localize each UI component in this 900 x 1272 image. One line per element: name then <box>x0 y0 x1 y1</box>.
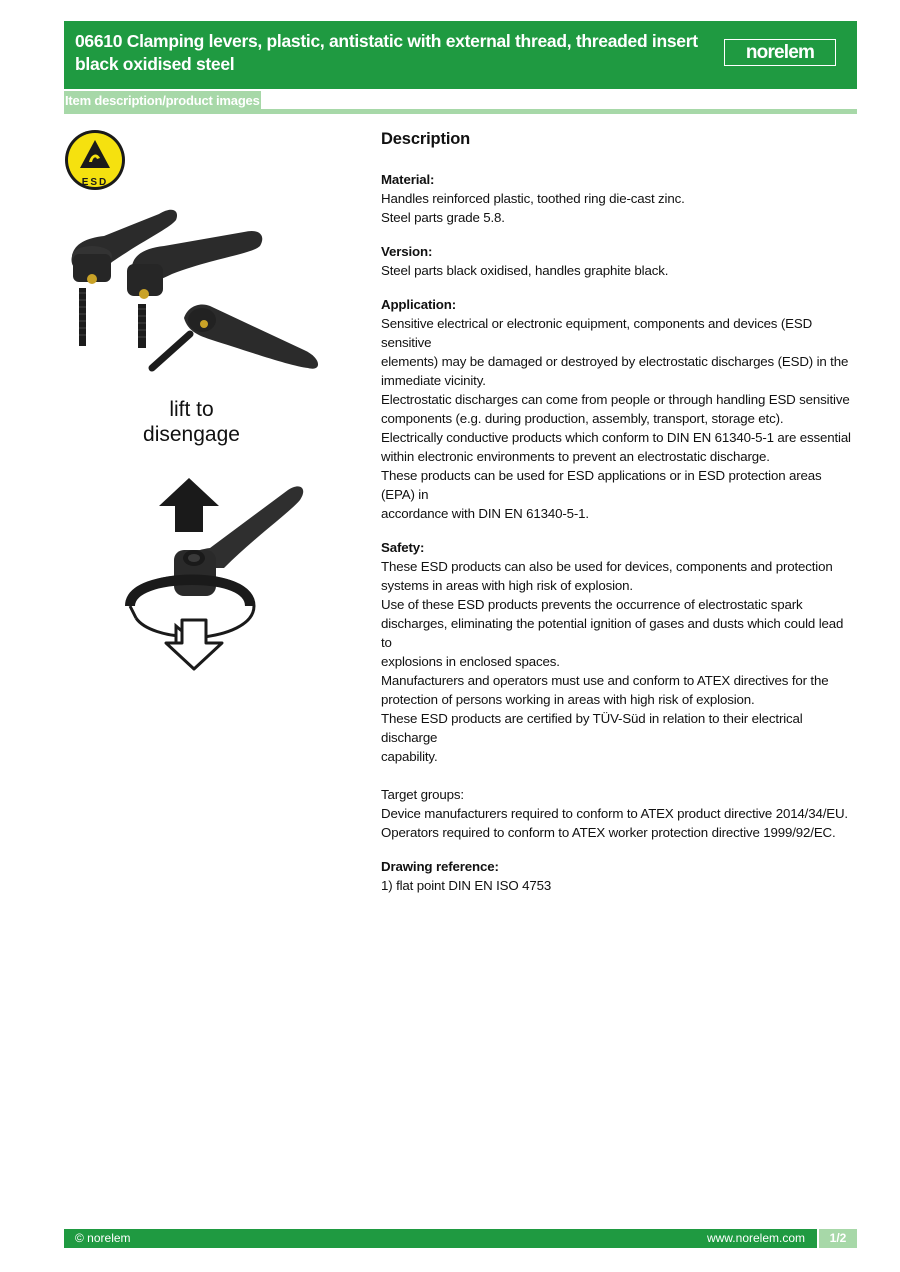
title-line-2: black oxidised steel <box>75 54 235 74</box>
application-line: accordance with DIN EN 61340-5-1. <box>381 506 589 521</box>
footer-page-number: 1/2 <box>819 1229 857 1248</box>
material-line: Steel parts grade 5.8. <box>381 210 505 225</box>
caption-line-2: disengage <box>143 423 240 446</box>
material-section <box>381 170 857 227</box>
target-groups-line: Device manufacturers required to conform to ATEX product directive 2014/34/EU. <box>381 806 848 821</box>
drawing-reference-section <box>381 857 857 895</box>
page-footer <box>64 1229 857 1248</box>
norelem-logo <box>724 39 836 66</box>
safety-line: These ESD products can also be used for devices, components and protection <box>381 559 833 574</box>
material-line: Handles reinforced plastic, toothed ring die-cast zinc. <box>381 191 685 206</box>
product-photo <box>71 210 318 369</box>
arrow-down-icon <box>166 620 222 669</box>
application-line: components (e.g. during production, assembly, transport, storage etc). <box>381 411 784 426</box>
page-header <box>64 21 857 89</box>
safety-line: Manufacturers and operators must use and conform to ATEX directives for the <box>381 673 829 688</box>
title-line-1: 06610 Clamping levers, plastic, antistatic with external thread, threaded insert <box>75 31 698 51</box>
version-line: Steel parts black oxidised, handles graphite black. <box>381 263 669 278</box>
arrow-up-icon <box>159 478 219 532</box>
esd-badge-icon <box>65 130 125 190</box>
material-title: Material: <box>381 172 435 187</box>
application-line: These products can be used for ESD applications or in ESD protection areas (EPA) in <box>381 468 822 502</box>
lift-caption <box>64 397 319 447</box>
application-line: Sensitive electrical or electronic equipment, components and devices (ESD sensitive <box>381 316 813 350</box>
drawing-reference-line: 1) flat point DIN EN ISO 4753 <box>381 878 552 893</box>
application-line: Electrically conductive products which conform to DIN EN 61340-5-1 are essential <box>381 430 851 445</box>
target-groups-line: Operators required to conform to ATEX worker protection directive 1999/92/EC. <box>381 825 836 840</box>
application-line: immediate vicinity. <box>381 373 486 388</box>
safety-line: protection of persons working in areas with high risk of explosion. <box>381 692 755 707</box>
safety-line: Use of these ESD products prevents the occurrence of electrostatic spark <box>381 597 803 612</box>
safety-line: capability. <box>381 749 438 764</box>
application-line: within electronic environments to prevent an electrostatic discharge. <box>381 449 770 464</box>
esd-badge-text: ESD <box>81 177 109 188</box>
subheader-label: Item description/product images <box>65 93 260 108</box>
version-title: Version: <box>381 244 433 259</box>
lever-3 <box>152 305 318 369</box>
target-groups-title: Target groups: <box>381 787 464 802</box>
target-groups-section <box>381 785 857 842</box>
application-line: Electrostatic discharges can come from people or through handling ESD sensitive <box>381 392 850 407</box>
logo-text: norelem <box>745 41 815 63</box>
caption-line-1: lift to <box>169 398 214 421</box>
page-title <box>75 30 715 76</box>
safety-title: Safety: <box>381 540 425 555</box>
description-column <box>381 128 857 910</box>
footer-website-link[interactable]: www.norelem.com <box>706 1231 805 1245</box>
application-title: Application: <box>381 297 457 312</box>
application-line: elements) may be damaged or destroyed by electrostatic discharges (ESD) in the <box>381 354 849 369</box>
version-section <box>381 242 857 280</box>
safety-line: discharges, eliminating the potential ignition of gases and dusts which could lead to <box>381 616 844 650</box>
description-heading: Description <box>381 130 471 148</box>
application-section <box>381 295 857 523</box>
safety-line: systems in areas with high risk of explosion. <box>381 578 633 593</box>
drawing-reference-title: Drawing reference: <box>381 859 499 874</box>
safety-line: explosions in enclosed spaces. <box>381 654 560 669</box>
footer-copyright: © norelem <box>75 1231 131 1245</box>
safety-line: These ESD products are certified by TÜV-Süd in relation to their electrical discharge <box>381 711 803 745</box>
safety-section <box>381 538 857 766</box>
